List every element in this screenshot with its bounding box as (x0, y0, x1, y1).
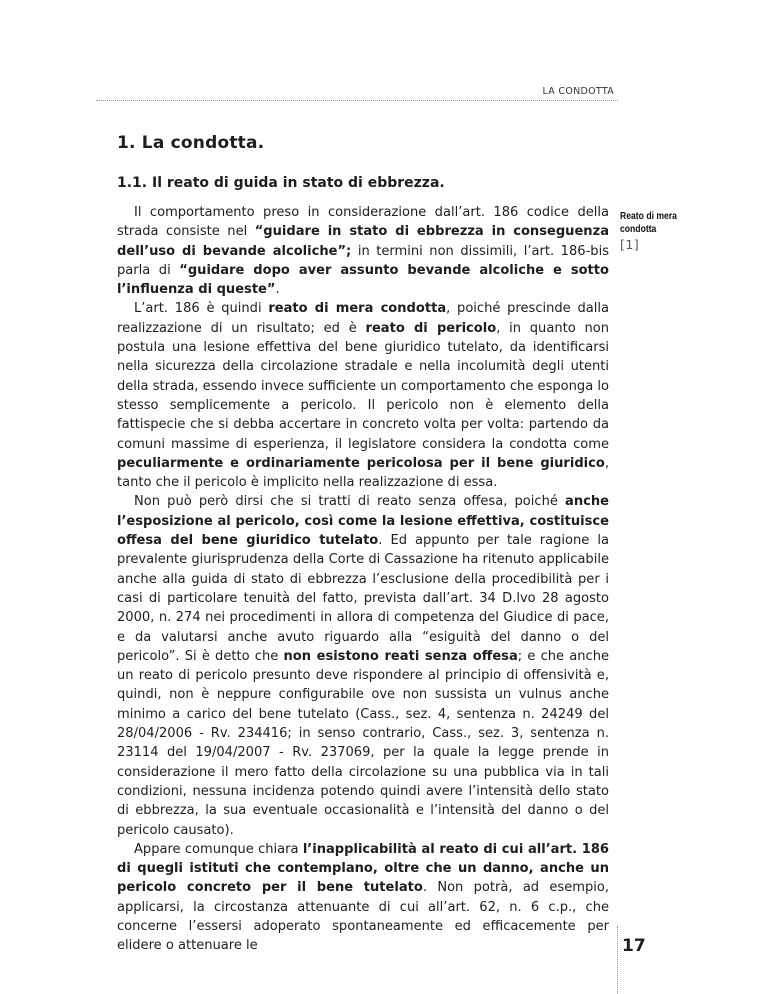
bold-run: “guidare in stato di ebbrezza in conseguenza dell’uso di bevande alcoliche”; (117, 224, 609, 259)
bold-run: “guidare dopo aver assunto bevande alcoliche e sotto l’influenza di queste” (117, 262, 609, 298)
text-run: . Ed appunto per tale ragione la prevalente giurisprudenza della Corte di Cassazione ha ritenuto applicabile anche alla guida di stato di ebbrezza l’esclusione della procedibilità per i casi di particolare tenuità del fatto, prevista dall’art. 34 D.lvo 28 agosto 2000, n. 274 nei procedimenti in allora di competenza del Giudice di pace, e da valutarsi anche avuto riguardo alla “esiguità del danno o del pericolo”. Si è detto che (117, 533, 609, 664)
bold-run: reato di pericolo (365, 320, 497, 336)
page-number-rule (617, 926, 618, 994)
text-run: , tanto che il pericolo è implicito nella realizzazione di essa. (117, 455, 609, 491)
paragraph-1 (117, 203, 609, 299)
text-run: , in quanto non postula una lesione effettiva del bene giuridico tutelato, da identificarsi nella sicurezza della circolazione stradale e nella incolumità degli utenti della strada, essendo invece sufficiente un comportamento che esponga lo stesso semplicemente a pericolo. Il pericolo non è elemento della fattispecie che si debba accertare in concreto volta per volta: partendo da comuni massime di esperienza, il legislatore considera la condotta come (117, 320, 609, 452)
paragraph-4 (117, 840, 609, 956)
text-run: ; e che anche un reato di pericolo presunto deve rispondere al principio di offensività e, quindi, non è neppure configurabile ove non sussista un vulnus anche minimo a carico del bene tutelato (Cass., sez. 4, sentenza n. 24249 del 28/04/2006 - Rv. 234416; in senso contrario, Cass., sez. 3, sentenza n. 23114 del 19/04/2007 - Rv. 237069, per la quale la legge prende in considerazione il mero fatto della circolazione su una pubblica via in tali condizioni, nessuna incidenza potendo quindi avere l’intensità dello stato di ebbrezza, la sua eventuale occasionalità e l’intensità del danno o del pericolo causato). (117, 648, 609, 838)
margin-note-label-line1: Reato di mera (620, 210, 677, 222)
bold-run: non esistono reati senza offesa (283, 648, 518, 664)
text-run: Appare comunque chiara (134, 841, 303, 857)
margin-note-label-line2: condotta (620, 223, 657, 235)
bold-run: anche l’esposizione al pericolo, così come la lesione effettiva, costituisce offesa del bene giuridico tutelato (117, 494, 609, 549)
running-head: LA CONDOTTA (542, 86, 614, 97)
page-number: 17 (622, 936, 646, 956)
section-title: 1.1. Il reato di guida in stato di ebbrezza. (117, 175, 445, 191)
bold-run: l’inapplicabilità al reato di cui all’art. 186 di quegli istituti che contemplano, oltre che un danno, anche un pericolo concreto per il bene tutelato (117, 841, 609, 896)
text-run: . Non potrà, ad esempio, applicarsi, la circostanza attenuante di cui all’art. 62, n. 6 c.p., che concerne l’essersi adoperato spontaneamente ed efficacemente per elidere o attenuare le (117, 880, 609, 954)
chapter-title: 1. La condotta. (117, 133, 265, 153)
header-rule (96, 100, 618, 101)
text-run: Il comportamento preso in considerazione dall’art. 186 codice della strada consiste nel (117, 205, 609, 240)
text-run: L’art. 186 è quindi (134, 301, 269, 317)
text-run: . (275, 282, 280, 298)
bold-run: reato di mera condotta (268, 301, 447, 317)
paragraph-2 (117, 299, 609, 492)
margin-note (620, 210, 677, 236)
text-run: , poiché prescinde dalla realizzazione di un risultato; ed è (117, 301, 609, 336)
body-text (117, 203, 609, 956)
text-run: Non può però dirsi che si tratti di reato senza offesa, poiché (134, 494, 566, 510)
margin-note-reference[interactable]: [1] (620, 237, 640, 252)
bold-run: peculiarmente e ordinariamente pericolosa per il bene giuridico (117, 455, 605, 471)
paragraph-3 (117, 492, 609, 839)
text-run: in termini non dissimili, l’art. 186-bis parla di (117, 243, 609, 278)
